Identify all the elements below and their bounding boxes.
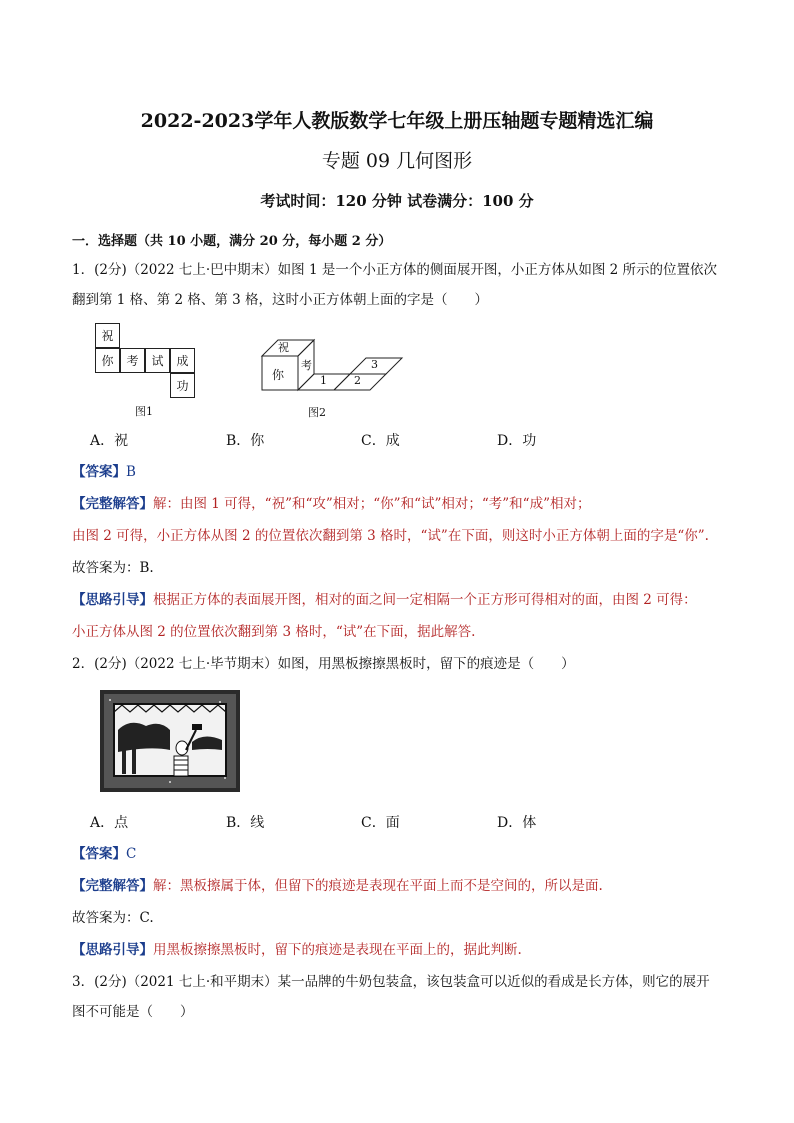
net-cell: 成 (170, 348, 195, 373)
q1-stem-line2: 翻到第 1 格、第 2 格、第 3 格，这时小正方体朝上面的字是（ ） (72, 292, 489, 308)
hint-text: 用黑板擦擦黑板时，留下的痕迹是表现在平面上的，据此判断. (153, 942, 522, 958)
q1-hint-line1 (72, 590, 697, 610)
step-label: 3 (371, 358, 378, 371)
q2-option-d: D．体 (497, 815, 537, 831)
q1-option-b: B．你 (226, 433, 265, 449)
q1-solution-line2: 由图 2 可得，小正方体从图 2 的位置依次翻到第 3 格时，“试”在下面，则这时小正方体朝上面的字是“你”. (72, 528, 709, 544)
net-cell: 功 (170, 373, 195, 398)
q2-solution-line2: 故答案为：C. (72, 910, 154, 926)
q1-solution-line1 (72, 494, 591, 514)
net-cell: 祝 (95, 323, 120, 348)
q1-option-d: D．功 (497, 433, 537, 449)
net-cell: 你 (95, 348, 120, 373)
exam-meta: 考试时间：120 分钟 试卷满分：100 分 (260, 192, 534, 210)
q2-solution-line1 (72, 876, 603, 896)
hint-text: 根据正方体的表面展开图，相对的面之间一定相隔一个正方形可得相对的面，由图 2 可得： (153, 592, 697, 608)
figure1-caption: 图1 (135, 405, 153, 418)
q1-option-a: A．祝 (90, 433, 129, 449)
solution-label: 【完整解答】 (72, 496, 153, 512)
cube-front-face: 你 (272, 368, 285, 382)
solution-label: 【完整解答】 (72, 878, 153, 894)
q1-solution-line3: 故答案为：B. (72, 560, 154, 576)
answer-label: 【答案】 (72, 846, 126, 862)
page-subtitle: 专题 09 几何图形 (321, 150, 473, 172)
net-cell: 试 (145, 348, 170, 373)
section-heading: 一．选择题（共 10 小题，满分 20 分，每小题 2 分） (72, 234, 392, 249)
q1-figure1-cube-net (95, 323, 205, 423)
q1-answer (72, 462, 136, 482)
step-label: 2 (354, 374, 361, 387)
answer-value: B (126, 464, 136, 480)
q1-stem-line1: 1．(2分)（2022 七上·巴中期末）如图 1 是一个小正方体的侧面展开图，小正方体从如图 2 所示的位置依次 (72, 262, 717, 278)
cube-top-face: 祝 (278, 341, 289, 354)
answer-label: 【答案】 (72, 464, 126, 480)
q3-stem-line1: 3．(2分)（2021 七上·和平期末）某一品牌的牛奶包装盒，该包装盒可以近似的看成是长方体，则它的展开 (72, 974, 710, 990)
hint-label: 【思路引导】 (72, 592, 153, 608)
q2-blackboard-image (100, 690, 240, 792)
q2-stem-line1: 2．(2分)（2022 七上·毕节期末）如图，用黑板擦擦黑板时，留下的痕迹是（ ） (72, 656, 575, 672)
figure2-caption: 图2 (308, 406, 326, 419)
page-title: 2022-2023学年人教版数学七年级上册压轴题专题精选汇编 (140, 110, 654, 132)
q2-hint-line1 (72, 940, 522, 960)
blackboard-illustration (100, 690, 240, 792)
cube-side-face: 考 (301, 359, 312, 372)
net-cell: 考 (120, 348, 145, 373)
q1-hint-line2: 小正方体从图 2 的位置依次翻到第 3 格时，“试”在下面，据此解答. (72, 624, 476, 640)
solution-text: 解：由图 1 可得，“祝”和“攻”相对；“你”和“试”相对；“考”和“成”相对； (153, 496, 591, 512)
q2-option-c: C．面 (361, 815, 400, 831)
hint-label: 【思路引导】 (72, 942, 153, 958)
q2-answer (72, 844, 136, 864)
step-label: 1 (320, 374, 327, 387)
q1-figure2-cube-roll (258, 332, 408, 422)
q1-option-c: C．成 (361, 433, 400, 449)
solution-text: 解：黑板擦属于体，但留下的痕迹是表现在平面上而不是空间的，所以是面. (153, 878, 603, 894)
q3-stem-line2: 图不可能是（ ） (72, 1004, 194, 1020)
answer-value: C (126, 846, 137, 862)
q2-option-a: A．点 (90, 815, 129, 831)
q2-option-b: B．线 (226, 815, 265, 831)
